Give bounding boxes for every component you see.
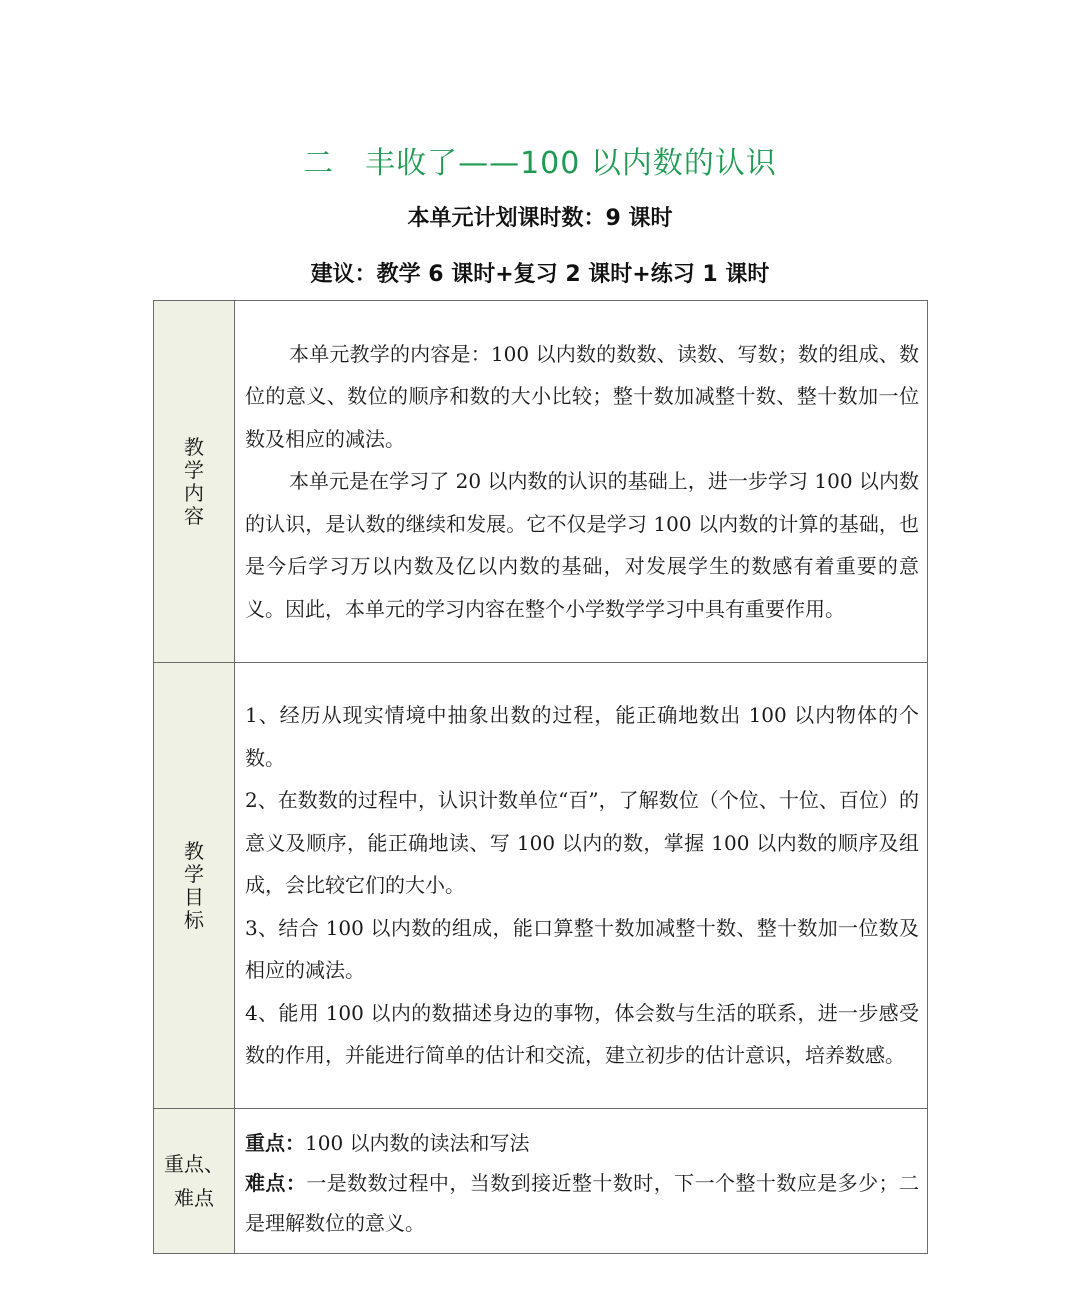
content-paragraph: 本单元教学的内容是：100 以内数的数数、读数、写数；数的组成、数位的意义、数位的顺序和数的大小比较；整十数加减整十数、整十数加一位数及相应的减法。 (245, 341, 919, 451)
goal-item: 1、经历从现实情境中抽象出数的过程，能正确地数出 100 以内物体的个数。 (245, 703, 919, 770)
table-row (154, 301, 928, 663)
content-label: 教学内容 (184, 434, 204, 528)
content-cell (235, 301, 928, 663)
row-header-content (154, 301, 235, 663)
difficulty-label: 难点： (245, 1171, 307, 1195)
difficulty-line (245, 1163, 919, 1243)
table-row (154, 1109, 928, 1254)
goals-cell (235, 663, 928, 1109)
goal-item: 2、在数数的过程中，认识计数单位“百”，了解数位（个位、十位、百位）的意义及顺序，能正确地读、写 100 以内的数，掌握 100 以内数的顺序及组成，会比较它们的大小。 (245, 788, 919, 898)
table-row (154, 663, 928, 1109)
difficulty-text: 一是数数过程中，当数到接近整十数时，下一个整十数应是多少；二是理解数位的意义。 (245, 1171, 919, 1235)
hours-suggestion: 建议：教学 6 课时+复习 2 课时+练习 1 课时 (310, 262, 770, 287)
lesson-plan-table (153, 300, 928, 1254)
content-paragraph: 本单元是在学习了 20 以内数的认识的基础上，进一步学习 100 以内数的认识，是认数的继续和发展。它不仅是学习 100 以内数的计算的基础，也是今后学习万以内数及亿以内数的基础，对发展学生的数感有着重要的意义。因此，本单元的学习内容在整个小学数学学习中具有重要作用。 (245, 469, 919, 621)
row-header-keypoints (154, 1109, 235, 1254)
keypoints-label: 重点、难点 (164, 1152, 224, 1210)
goal-item: 3、结合 100 以内数的组成，能口算整十数加减整十数、整十数加一位数及相应的减法。 (245, 915, 919, 983)
keypoints-cell (235, 1109, 928, 1254)
planned-hours: 本单元计划课时数：9 课时 (407, 206, 673, 231)
row-header-goals (154, 663, 235, 1109)
goals-label: 教学目标 (184, 838, 204, 932)
focus-label: 重点： (245, 1131, 305, 1155)
goal-item: 4、能用 100 以内的数描述身边的事物，体会数与生活的联系，进一步感受数的作用，并能进行简单的估计和交流，建立初步的估计意识，培养数感。 (245, 1000, 919, 1068)
focus-text: 100 以内数的读法和写法 (305, 1131, 530, 1155)
unit-title: 二 丰收了——100 以内数的认识 (303, 146, 777, 181)
focus-line (245, 1123, 919, 1163)
